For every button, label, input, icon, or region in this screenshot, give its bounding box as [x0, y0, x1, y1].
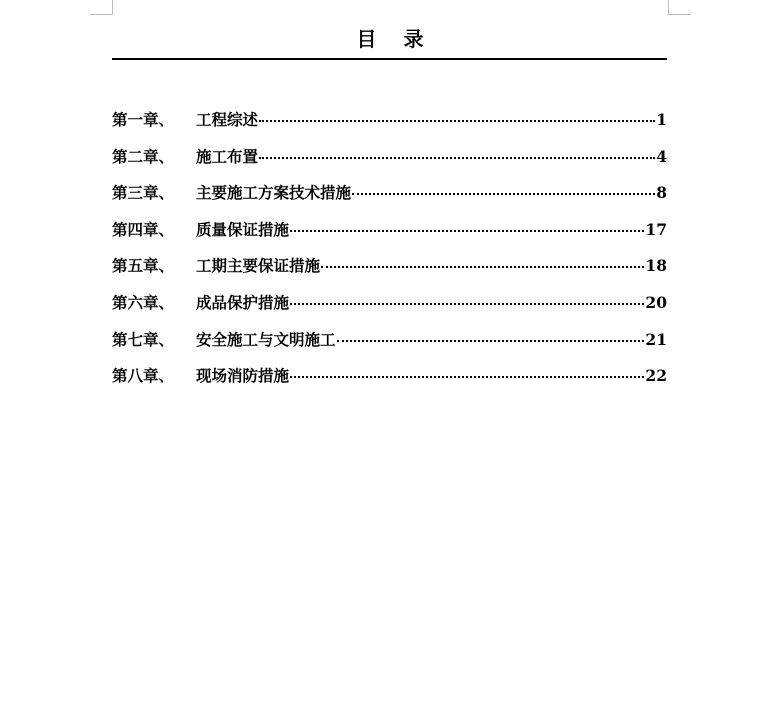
toc-page-number: 22: [645, 366, 667, 386]
toc-page-number: 17: [645, 219, 667, 239]
toc-entry-7[interactable]: [112, 328, 667, 365]
page-title: 目 录: [356, 27, 434, 51]
toc-page-number: 1: [656, 110, 667, 129]
toc-chapter: 第四章、: [112, 219, 175, 239]
crop-mark-top-left: [90, 0, 113, 15]
toc-page-number: 18: [645, 256, 667, 276]
toc-entry-3[interactable]: [112, 181, 667, 218]
toc-entry-2[interactable]: [112, 145, 667, 182]
toc-chapter: 第七章、: [112, 329, 175, 349]
toc-chapter: 第三章、: [112, 183, 175, 203]
toc-leader: [290, 229, 644, 232]
toc-page-number: 20: [645, 292, 667, 312]
toc-leader: [321, 265, 644, 268]
toc-page-number: 21: [645, 329, 667, 349]
toc-leader: [352, 192, 655, 195]
toc-title: 工程综述: [196, 110, 259, 129]
toc-title: 主要施工方案技术措施: [196, 183, 352, 203]
toc-entry-5[interactable]: [112, 254, 667, 291]
toc-chapter: 第五章、: [112, 256, 175, 276]
table-of-contents: [112, 108, 667, 401]
toc-entry-1[interactable]: [112, 108, 667, 145]
toc-title: 施工布置: [196, 146, 259, 166]
toc-leader: [259, 119, 655, 122]
toc-title: 成品保护措施: [196, 292, 290, 312]
toc-chapter: 第六章、: [112, 292, 175, 312]
toc-page-number: 8: [656, 183, 667, 203]
toc-entry-8[interactable]: [112, 364, 667, 401]
toc-chapter: 第二章、: [112, 146, 175, 166]
toc-entry-6[interactable]: [112, 291, 667, 328]
toc-entry-4[interactable]: [112, 218, 667, 255]
toc-leader: [290, 302, 644, 305]
toc-chapter: 第一章、: [112, 110, 175, 129]
toc-leader: [337, 339, 645, 342]
toc-title: 安全施工与文明施工: [196, 329, 336, 349]
toc-page-number: 4: [656, 146, 667, 166]
crop-mark-top-right: [668, 0, 691, 15]
title-divider: [112, 58, 667, 60]
toc-leader: [259, 156, 655, 159]
toc-title: 质量保证措施: [196, 219, 290, 239]
toc-chapter: 第八章、: [112, 366, 175, 386]
toc-title: 工期主要保证措施: [196, 256, 321, 276]
toc-title: 现场消防措施: [196, 366, 290, 386]
toc-leader: [290, 375, 644, 378]
